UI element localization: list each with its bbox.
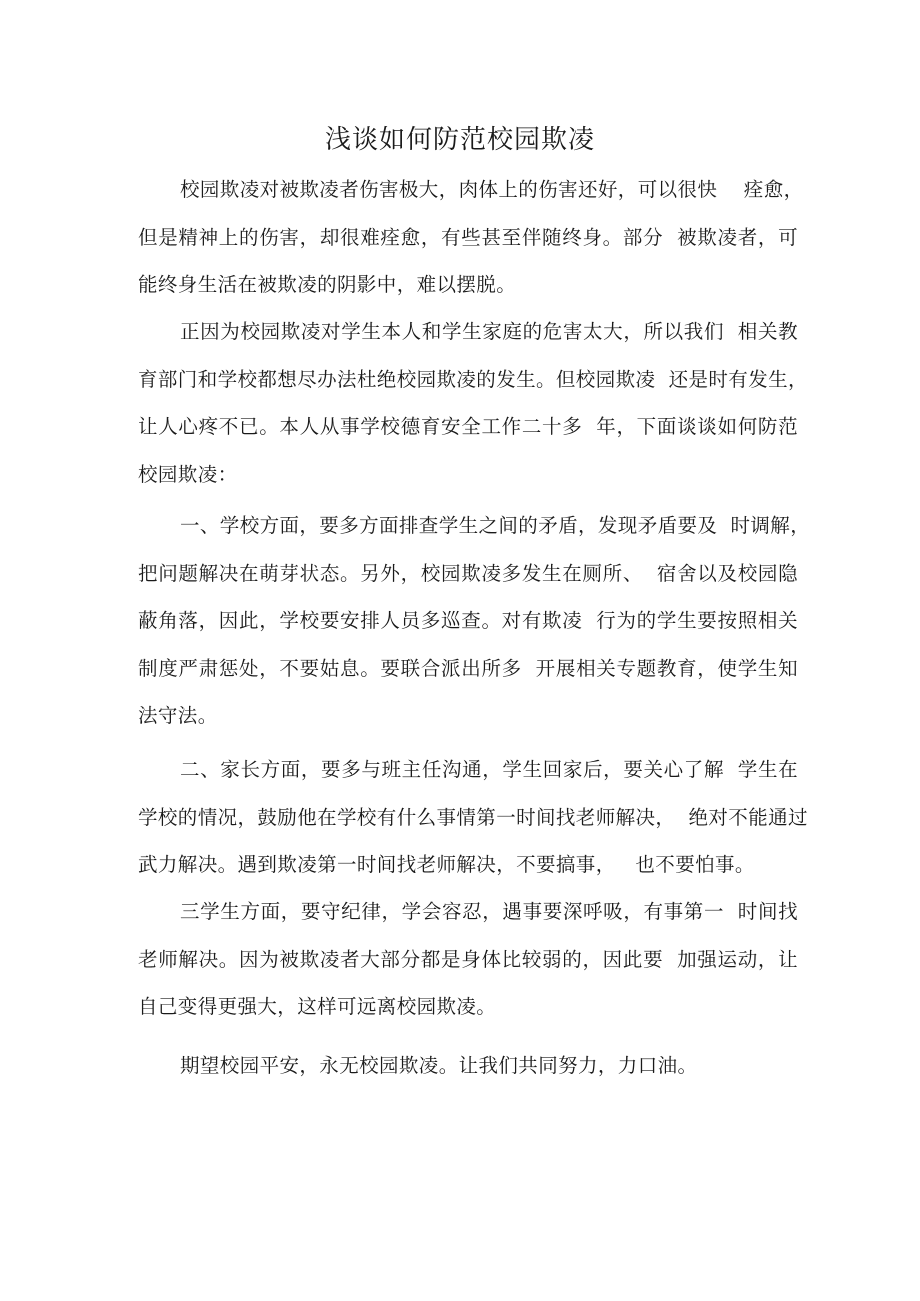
paragraph-3 [138,502,811,740]
paragraph-5 [138,888,798,1031]
paragraph-line: 二、家长方面，要多与班主任沟通，学生回家后，要关心了解 学生在 [180,758,798,781]
paragraph-line: 校园欺凌对被欺凌者伤害极大，肉体上的伤害还好，可以很快 痊愈， [180,178,804,201]
paragraph-line: 正因为校园欺凌对学生本人和学生家庭的危害太大，所以我们 相关教 [180,320,798,343]
paragraph-line: 学校的情况，鼓励他在学校有什么事情第一时间找老师解决， 绝对不能通过 [138,805,808,829]
paragraph-line: 让人心疼不已。本人从事学校德育安全工作二十多 年，下面谈谈如何防范 [138,415,798,438]
paragraph-line: 把问题解决在萌芽状态。另外，校园欺凌多发生在厕所、 宿舍以及校园隐 [138,561,798,585]
paragraph-line: 老师解决。因为被欺凌者大部分都是身体比较弱的，因此要 加强运动，让 [138,947,798,971]
paragraph-4 [138,746,808,889]
paragraph-line: 能终身生活在被欺凌的阴影中，难以摆脱。 [138,273,517,296]
paragraph-line: 制度严肃惩处，不要姑息。要联合派出所多 开展相关专题教育，使学生知 [138,656,798,680]
paragraph-line: 一、学校方面，要多方面排查学生之间的矛盾，发现矛盾要及 时调解， [180,514,811,537]
paragraph-line: 三学生方面，要守纪律，学会容忍，遇事要深呼吸，有事第一 时间找 [180,900,798,923]
document-title: 浅谈如何防范校园欺凌 [324,125,595,155]
paragraph-line: 蔽角落，因此，学校要安排人员多巡查。对有欺凌 行为的学生要按照相关 [138,609,798,632]
paragraph-line: 期望校园平安，永无校园欺凌。让我们共同努力，力口油。 [180,1054,698,1077]
paragraph-line: 自己变得更强大，这样可远离校园欺凌。 [138,995,497,1018]
paragraph-6 [138,1042,798,1090]
paragraph-line: 校园欺凌： [138,462,238,486]
paragraph-line: 育部门和学校都想尽办法杜绝校园欺凌的发生。但校园欺凌 还是时有发生， [138,367,808,391]
paragraph-1 [138,166,804,309]
paragraph-line: 但是精神上的伤害，却很难痊愈，有些甚至伴随终身。部分 被欺凌者，可 [138,225,798,249]
paragraph-line: 法守法。 [138,704,218,727]
paragraph-2 [138,308,808,498]
paragraph-line: 武力解决。遇到欺凌第一时间找老师解决，不要搞事， 也不要怕事。 [138,853,755,876]
